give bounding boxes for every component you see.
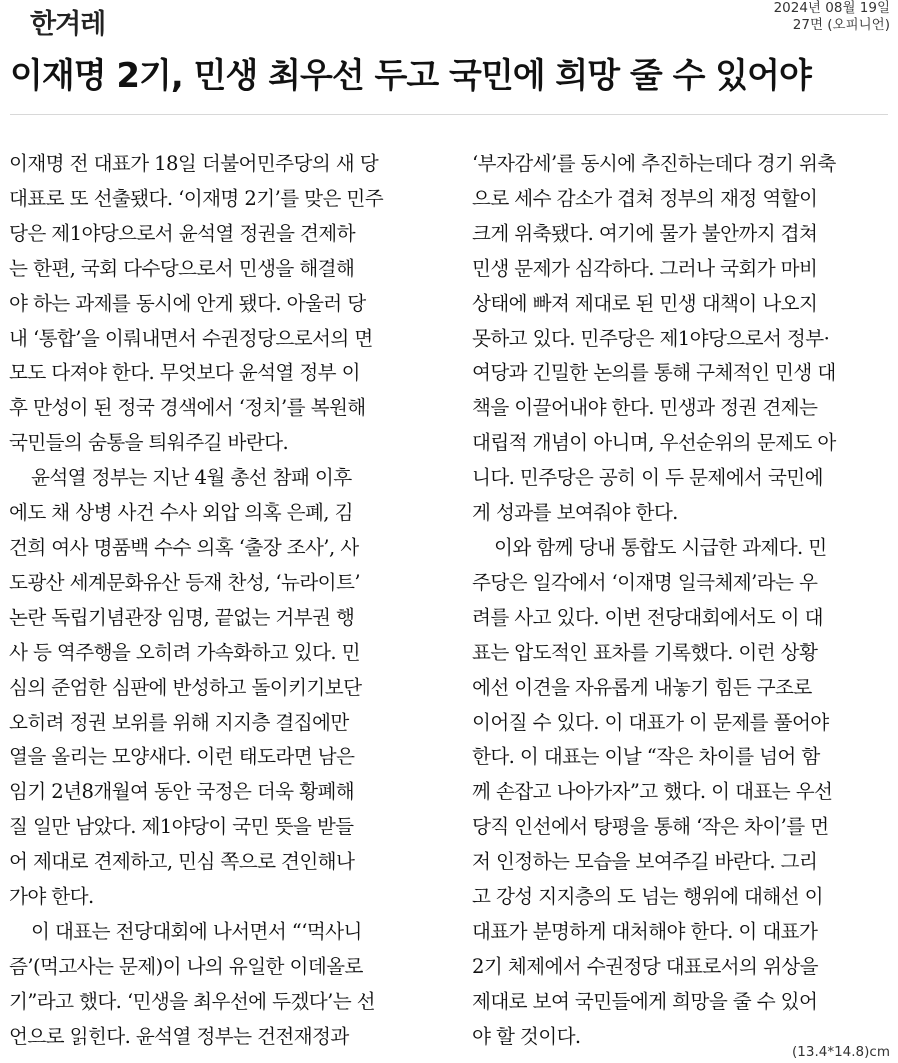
article-text-line: 질 일만 남았다. 제1야당이 국민 뜻을 받들 [9,815,354,839]
article-text-line: 고 강성 지지층의 도 넘는 행위에 대해선 이 [472,885,823,909]
article-text-line: 는 한편, 국회 다수당으로서 민생을 해결해 [9,256,355,280]
page-section: 27면 (오피니언) [792,17,890,33]
article-text-line: 으로 세수 감소가 겹쳐 정부의 재정 역할이 [472,186,818,210]
article-text-line: 국민들의 숨통을 틔워주길 바란다. [9,431,289,455]
article-text-line: 내 ‘통합’을 이뤄내면서 수권정당으로서의 면 [9,326,373,350]
article-column-left [9,147,427,1055]
article-text-line: 께 손잡고 나아가자”고 했다. 이 대표는 우선 [472,780,833,804]
article-text-line: 니다. 민주당은 공히 이 두 문제에서 국민에 [472,466,823,490]
article-text-line: 사 등 역주행을 오히려 가속화하고 있다. 민 [9,640,360,664]
article-text-line: 야 하는 과제를 동시에 안게 됐다. 아울러 당 [9,291,366,315]
article-text-line: 표는 압도적인 표차를 기록했다. 이런 상황 [472,640,818,664]
article-text-line: 건희 여사 명품백 수수 의혹 ‘출장 조사’, 사 [9,535,359,559]
article-text-line: 당직 인선에서 탕평을 통해 ‘작은 차이’를 먼 [472,815,829,839]
article-text-line: 이재명 전 대표가 18일 더불어민주당의 새 당 [9,152,379,175]
article-text-line: 책을 이끌어내야 한다. 민생과 정권 견제는 [472,396,818,420]
article-text-line: 가야 한다. [9,885,94,909]
article-text-line: 언으로 읽힌다. 윤석열 정부는 건전재정과 [9,1024,349,1048]
article-text-line: 모도 다져야 한다. 무엇보다 윤석열 정부 이 [9,361,360,385]
article-text-line: 제대로 보여 국민들에게 희망을 줄 수 있어 [472,989,818,1013]
article-text-line: 즘’(먹고사는 문제)이 나의 유일한 이데올로 [9,954,363,978]
article-text-line: 오히려 정권 보위를 위해 지지층 결집에만 [9,710,349,734]
article-headline: 이재명 2기, 민생 최우선 두고 국민에 희망 줄 수 있어야 [10,56,811,96]
article-text-line: 대표로 또 선출됐다. ‘이재명 2기’를 맞은 민주 [9,186,384,210]
article-text-line: 대표가 분명하게 대처해야 한다. 이 대표가 [472,919,818,943]
publication-date: 2024년 08월 19일 [773,0,890,16]
article-text-line: 상태에 빠져 제대로 된 민생 대책이 나오지 [472,291,818,315]
article-text-line: 한다. 이 대표는 이날 “작은 차이를 넘어 함 [472,745,820,769]
article-text-line: 임기 2년8개월여 동안 국정은 더욱 황폐해 [9,780,355,804]
article-text-line: 야 할 것이다. [472,1024,581,1048]
article-text-line: 에도 채 상병 사건 수사 외압 의혹 은폐, 김 [9,501,353,525]
article-text-line: 심의 준엄한 심판에 반성하고 돌이키기보단 [9,675,362,699]
article-text-line: 기”라고 했다. ‘민생을 최우선에 두겠다’는 선 [9,989,376,1013]
article-text-line: 저 인정하는 모습을 보여주길 바란다. 그리 [472,850,818,874]
article-text-line: 어 제대로 견제하고, 민심 쪽으로 견인해나 [9,850,355,874]
headline-divider [10,114,888,115]
newspaper-logo: 한겨레 [30,9,106,40]
article-text-line: 논란 독립기념관장 임명, 끝없는 거부권 행 [9,605,355,629]
article-text-line: ‘부자감세’를 동시에 추진하는데다 경기 위축 [472,152,836,175]
article-text-line: 이와 함께 당내 통합도 시급한 과제다. 민 [494,535,827,559]
article-text-line: 여당과 긴밀한 논의를 통해 구체적인 민생 대 [472,361,836,385]
article-text-line: 대립적 개념이 아니며, 우선순위의 문제도 아 [472,431,836,455]
article-size-note: (13.4*14.8)cm [792,1044,890,1060]
article-text-line: 민생 문제가 심각하다. 그러나 국회가 마비 [472,256,818,280]
article-text-line: 당은 제1야당으로서 윤석열 정권을 견제하 [9,221,355,245]
article-text-line: 에선 이견을 자유롭게 내놓기 힘든 구조로 [472,675,812,699]
article-text-line: 2기 체제에서 수권정당 대표로서의 위상을 [472,954,818,978]
article-text-line: 려를 사고 있다. 이번 전당대회에서도 이 대 [472,605,823,629]
article-text-line: 크게 위축됐다. 여기에 물가 불안까지 겹쳐 [472,221,818,245]
article-text-line: 열을 올리는 모양새다. 이런 태도라면 남은 [9,745,355,769]
article-text-line: 윤석열 정부는 지난 4월 총선 참패 이후 [31,466,352,490]
article-text-line: 후 만성이 된 정국 경색에서 ‘정치’를 복원해 [9,396,366,420]
article-text-line: 게 성과를 보여줘야 한다. [472,501,678,525]
article-text-line: 도광산 세계문화유산 등재 찬성, ‘뉴라이트’ [9,570,360,594]
article-text-line: 주당은 일각에서 ‘이재명 일극체제’라는 우 [472,570,818,594]
article-text-line: 이어질 수 있다. 이 대표가 이 문제를 풀어야 [472,710,829,734]
article-text-line: 못하고 있다. 민주당은 제1야당으로서 정부· [472,326,830,350]
publication-meta [774,0,890,34]
article-column-right [472,147,890,1055]
article-text-line: 이 대표는 전당대회에 나서면서 “‘먹사니 [31,919,362,943]
